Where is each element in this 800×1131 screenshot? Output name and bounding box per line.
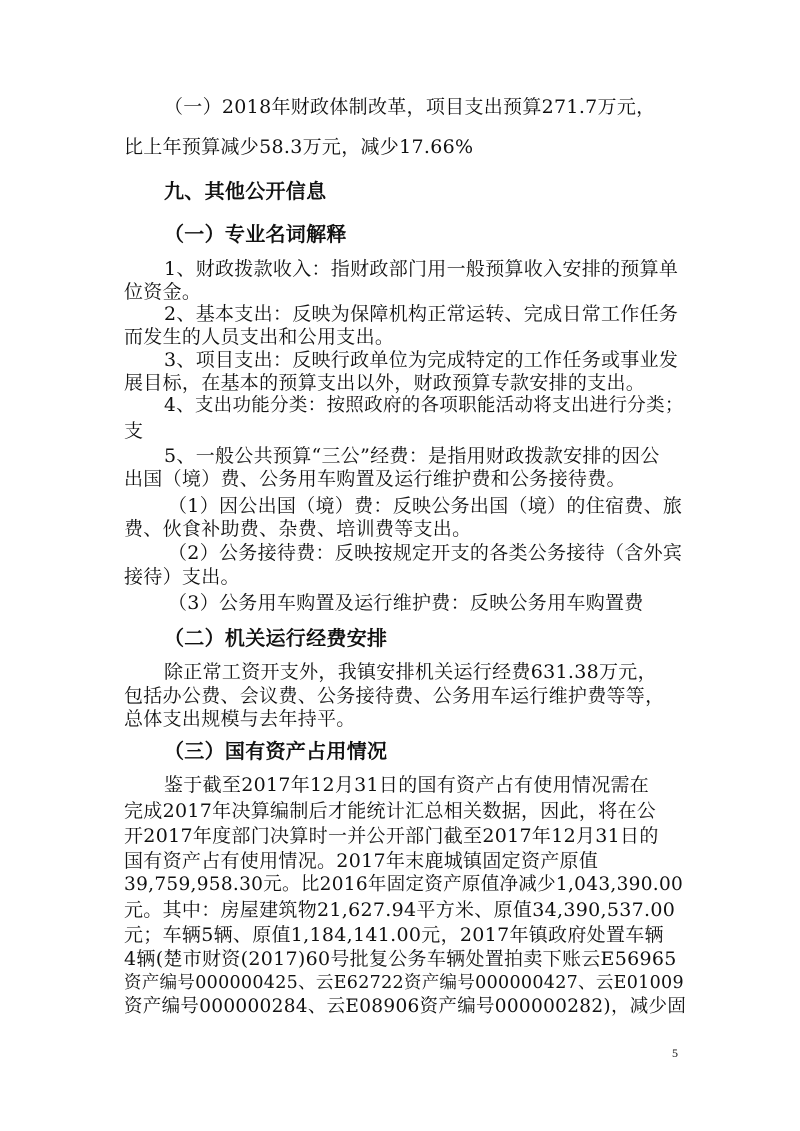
paragraph-line: 开2017年度部门决算时一并公开部门截至2017年12月31日的 [124,825,659,847]
paragraph-line: 位资金。 [124,281,202,303]
paragraph-line: 接待）支出。 [124,566,240,588]
paragraph-line: 鉴于截至2017年12月31日的国有资产占有使用情况需在 [164,774,650,796]
subsection-heading: （三）国有资产占用情况 [164,739,388,763]
section-heading: 九、其他公开信息 [164,179,327,203]
subsection-heading: （一）专业名词解释 [164,222,347,246]
paragraph-line: 完成2017年决算编制后才能统计汇总相关数据，因此，将在公 [124,800,657,822]
paragraph-line: 5、一般公共预算“三公”经费：是指用财政拨款安排的因公 [164,445,660,467]
paragraph-line: （1）因公出国（境）费：反映公务出国（境）的住宿费、旅 [168,495,683,517]
paragraph-line: 比上年预算减少58.3万元，减少17.66% [124,136,474,158]
paragraph-line: 4、支出功能分类：按照政府的各项职能活动将支出进行分类； [164,395,684,416]
paragraph-line: 39,759,958.30元。比2016年固定资产原值净减少1,043,390.00 [124,874,684,895]
paragraph-line: 国有资产占有使用情况。2017年末鹿城镇固定资产原值 [124,850,599,872]
paragraph-line: 支 [124,420,144,442]
paragraph-line: 费、伙食补助费、杂费、培训费等支出。 [124,518,472,540]
paragraph-line: 除正常工资开支外，我镇安排机关运行经费631.38万元， [164,661,657,683]
paragraph-line: （一）2018年财政体制改革，项目支出预算271.7万元， [164,96,656,118]
paragraph-line: 1、财政拨款收入：指财政部门用一般预算收入安排的预算单 [164,258,679,280]
paragraph-line: 资产编号000000425、云E62722资产编号000000427、云E01009 [124,973,684,993]
paragraph-line: 总体支出规模与去年持平。 [124,708,356,730]
paragraph-line: 元。其中：房屋建筑物21,627.94平方米、原值34,390,537.00 [124,899,676,921]
paragraph-line: （2）公务接待费：反映按规定开支的各类公务接待（含外宾 [168,542,683,564]
paragraph-line: 展目标，在基本的预算支出以外，财政预算专款安排的支出。 [124,372,646,394]
paragraph-line: 包括办公费、会议费、公务接待费、公务用车运行维护费等等， [124,685,665,707]
paragraph-line: 出国（境）费、公务用车购置及运行维护费和公务接待费。 [124,468,626,490]
paragraph-line: 而发生的人员支出和公用支出。 [124,326,395,348]
paragraph-line: 元；车辆5辆、原值1,184,141.00元，2017年镇政府处置车辆 [124,924,664,946]
paragraph-line: 资产编号000000284、云E08906资产编号000000282)，减少固 [124,996,687,1017]
paragraph-line: 2、基本支出：反映为保障机构正常运转、完成日常工作任务 [164,303,679,325]
paragraph-line: 4辆(楚市财资(2017)60号批复公务车辆处置拍卖下账云E56965 [124,948,677,970]
subsection-heading: （二）机关运行经费安排 [164,626,388,650]
paragraph-line: （3）公务用车购置及运行维护费：反映公务用车购置费 [168,592,644,614]
paragraph-line: 3、项目支出：反映行政单位为完成特定的工作任务或事业发 [164,349,679,371]
page-number: 5 [672,1046,678,1060]
